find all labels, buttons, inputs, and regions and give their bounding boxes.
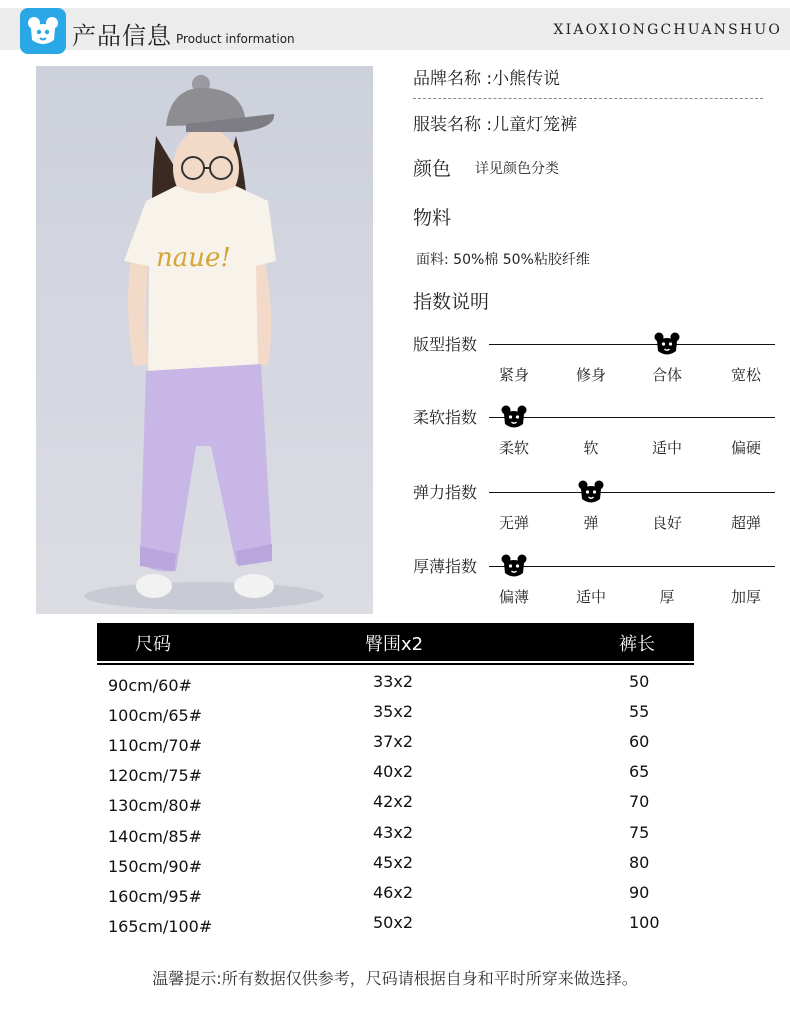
header-size: 尺码 (135, 634, 171, 655)
hip-cell: 45x2 (373, 852, 414, 872)
table-row (0, 823, 790, 853)
table-row (0, 913, 790, 943)
size-cell: 120cm/75# (108, 766, 203, 786)
size-cell: 140cm/85# (108, 826, 203, 846)
scale-option: 合体 (651, 366, 682, 384)
length-cell: 75 (629, 822, 650, 842)
table-row (0, 762, 790, 792)
scale-row (413, 554, 783, 614)
scale-name: 厚薄指数 (413, 557, 478, 576)
bear-marker-icon (501, 405, 527, 429)
bear-marker-icon (654, 332, 680, 356)
length-cell: 100 (629, 912, 660, 932)
size-cell: 130cm/80# (108, 796, 203, 816)
header-length: 裤长 (619, 634, 655, 655)
size-cell: 100cm/65# (108, 706, 203, 726)
table-divider (97, 663, 694, 665)
table-row (0, 883, 790, 913)
scale-line (489, 344, 775, 345)
size-cell: 150cm/90# (108, 856, 203, 876)
product-photo (36, 66, 373, 614)
dashed-divider (413, 98, 763, 99)
header-hip: 臀围x2 (365, 634, 424, 655)
scale-name: 柔软指数 (413, 408, 478, 427)
hip-cell: 40x2 (373, 762, 414, 782)
scale-option: 偏薄 (498, 588, 529, 606)
scale-option: 软 (583, 439, 599, 457)
table-row (0, 702, 790, 732)
length-cell: 80 (629, 852, 650, 872)
scale-option: 紧身 (498, 366, 529, 384)
size-cell: 110cm/70# (108, 736, 203, 756)
scale-option: 修身 (575, 366, 606, 384)
hip-cell: 42x2 (373, 792, 414, 812)
scale-name: 弹力指数 (413, 483, 478, 502)
scale-line (489, 492, 775, 493)
shirt-print-text: naue! (156, 243, 231, 273)
section-title: 产品信息 (72, 22, 172, 50)
scale-option: 良好 (651, 514, 682, 532)
color-label: 颜色 (413, 158, 452, 180)
hip-cell: 50x2 (373, 912, 414, 932)
length-cell: 55 (629, 702, 650, 722)
length-cell: 50 (629, 672, 650, 691)
scale-row (413, 480, 783, 540)
bear-logo-icon (20, 8, 66, 54)
table-row (0, 732, 790, 762)
bear-marker-icon (578, 480, 604, 504)
scale-row (413, 405, 783, 465)
section-subtitle: Product information (176, 32, 295, 46)
scale-option: 柔软 (498, 439, 529, 457)
length-cell: 65 (629, 762, 650, 782)
size-table-header (97, 623, 694, 661)
material-value: 面料: 50%棉 50%粘胶纤维 (416, 252, 590, 268)
scale-option: 适中 (651, 439, 682, 457)
length-cell: 90 (629, 882, 650, 902)
scale-option: 适中 (575, 588, 606, 606)
hip-cell: 43x2 (373, 822, 414, 842)
material-label: 物料 (413, 207, 452, 229)
scale-row (413, 332, 783, 392)
hip-cell: 46x2 (373, 882, 414, 902)
brand-wordmark: XIAOXIONGCHUANSHUO (553, 22, 782, 38)
scale-name: 版型指数 (413, 335, 478, 354)
scale-option: 超弹 (730, 514, 761, 532)
table-row (0, 853, 790, 883)
garment-name-row: 服装名称 :儿童灯笼裤 (413, 115, 578, 135)
bear-marker-icon (501, 554, 527, 578)
scale-option: 偏硬 (730, 439, 761, 457)
length-cell: 60 (629, 732, 650, 752)
scale-line (489, 417, 775, 418)
table-row (0, 672, 790, 702)
color-value: 详见颜色分类 (475, 161, 559, 177)
scale-option: 宽松 (730, 366, 761, 384)
table-row (0, 792, 790, 822)
length-cell: 70 (629, 792, 650, 812)
size-cell: 165cm/100# (108, 916, 213, 936)
brand-name-row: 品牌名称 :小熊传说 (413, 69, 561, 89)
hip-cell: 37x2 (373, 732, 414, 752)
size-cell: 160cm/95# (108, 886, 203, 906)
hip-cell: 33x2 (373, 672, 414, 691)
scale-option: 加厚 (730, 588, 761, 606)
header-bar (0, 8, 790, 50)
size-cell: 90cm/60# (108, 676, 192, 695)
footnote: 温馨提示:所有数据仅供参考，尺码请根据自身和平时所穿来做选择。 (152, 969, 638, 988)
scale-option: 厚 (659, 588, 675, 606)
index-label: 指数说明 (413, 291, 490, 313)
scale-line (489, 566, 775, 567)
scale-option: 无弹 (498, 514, 529, 532)
scale-option: 弹 (583, 514, 599, 532)
hip-cell: 35x2 (373, 702, 414, 722)
